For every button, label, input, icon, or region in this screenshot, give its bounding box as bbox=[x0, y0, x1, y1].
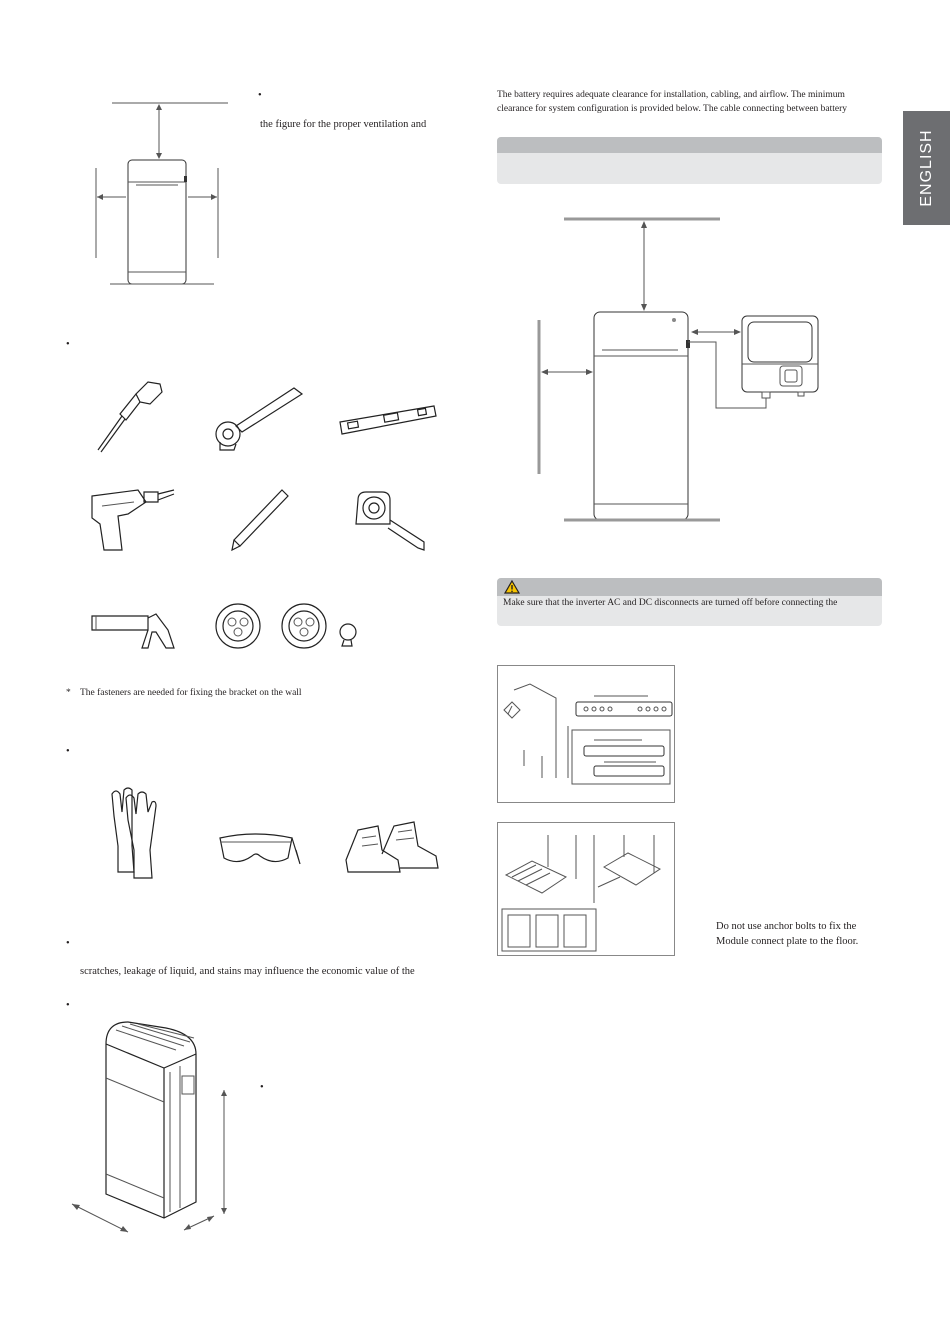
fasteners-note: The fasteners are needed for fixing the bracket on the wall bbox=[80, 688, 302, 698]
connect-plate-figure bbox=[497, 822, 675, 956]
language-tab[interactable] bbox=[903, 111, 950, 225]
handling-text: scratches, leakage of liquid, and stains may influence the economic value of the bbox=[80, 966, 415, 977]
ventilation-text: the figure for the proper ventilation and bbox=[260, 119, 427, 130]
dimensions-inner-bullet: • bbox=[260, 1082, 264, 1093]
tools-bullet: • bbox=[66, 339, 70, 350]
system-clearance-diagram bbox=[534, 216, 824, 526]
handling-bullet: • bbox=[66, 938, 70, 949]
screwdriver-icon bbox=[92, 380, 164, 456]
caution-text: Make sure that the inverter AC and DC disconnects are turned off before connecting the bbox=[503, 598, 838, 608]
anchor-text-line-1: Do not use anchor bolts to fix the bbox=[716, 921, 857, 932]
safety-shoes-icon bbox=[342, 820, 442, 882]
ventilation-bullet: • bbox=[258, 90, 262, 101]
safety-goggles-icon bbox=[216, 828, 302, 872]
bracket-install-figure bbox=[497, 665, 675, 803]
warning-triangle-icon bbox=[504, 580, 520, 594]
note-box bbox=[497, 137, 882, 184]
ppe-bullet: • bbox=[66, 746, 70, 757]
note-box-header bbox=[497, 137, 882, 153]
tape-measure-icon bbox=[352, 488, 432, 554]
insulated-gloves-icon bbox=[106, 786, 160, 880]
power-drill-icon bbox=[88, 484, 180, 556]
anchor-text-line-2: Module connect plate to the floor. bbox=[716, 936, 859, 947]
spirit-level-icon bbox=[338, 402, 438, 438]
wall-anchor-icon bbox=[212, 598, 362, 656]
clearance-text-line-1: The battery requires adequate clearance for installation, cabling, and airflow. The minimum bbox=[497, 90, 845, 100]
caution-box bbox=[497, 578, 882, 626]
language-tab-label: ENGLISH bbox=[917, 129, 935, 207]
battery-dimensions-figure bbox=[66, 1018, 246, 1252]
caution-box-header bbox=[497, 578, 882, 596]
dimensions-bullet: • bbox=[66, 1000, 70, 1011]
clearance-text-line-2: clearance for system configuration is provided below. The cable connecting between battery bbox=[497, 104, 848, 114]
fasteners-note-mark: * bbox=[66, 688, 71, 698]
pencil-icon bbox=[230, 488, 288, 552]
caulking-gun-icon bbox=[90, 608, 180, 652]
ventilation-clearance-figure bbox=[90, 100, 230, 290]
socket-wrench-icon bbox=[212, 386, 304, 452]
